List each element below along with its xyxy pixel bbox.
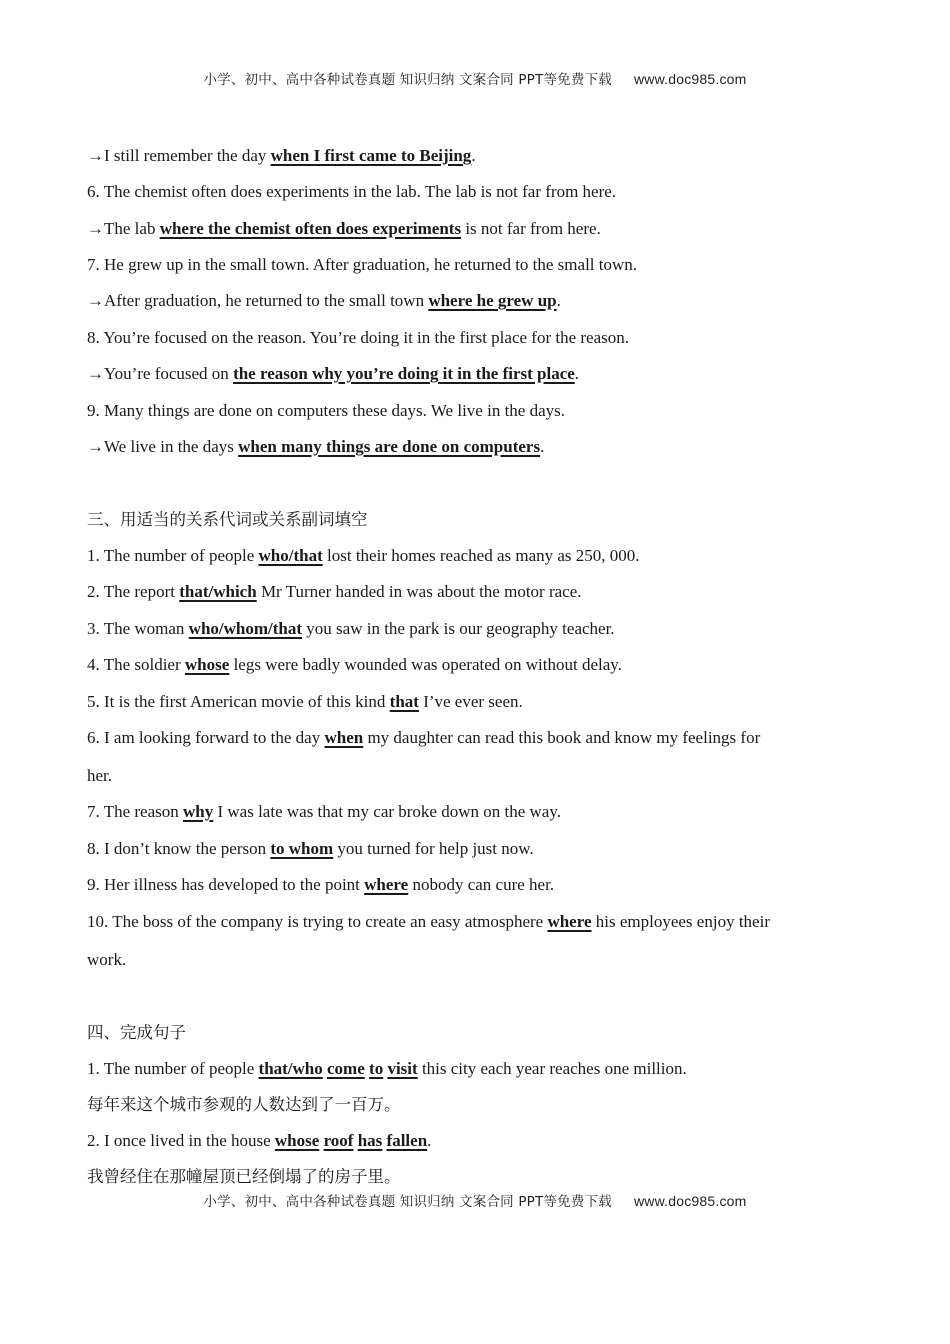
page-footer (0, 1190, 950, 1210)
exercise-item: 7. The reason why I was late was that my car broke down on the way. (87, 802, 561, 821)
answer-blank: why (183, 802, 214, 821)
answer-blank: that/which (179, 582, 257, 601)
footer-text: 小学、初中、高中各种试卷真题 知识归纳 文案合同 PPT等免费下载 (203, 1194, 612, 1210)
exercise-item: 5. It is the first American movie of this kind that I’ve ever seen. (87, 692, 523, 711)
exercise-item: 9. Her illness has developed to the point where nobody can cure her. (87, 875, 555, 894)
exercise-item: 2. I once lived in the house whose roof has fallen. (87, 1131, 432, 1150)
answer-blank: whose (274, 1131, 320, 1150)
header-site-link[interactable]: www.doc985.com (633, 71, 747, 87)
footer-site-link[interactable]: www.doc985.com (633, 1193, 747, 1209)
header-text: 小学、初中、高中各种试卷真题 知识归纳 文案合同 PPT等免费下载 (203, 72, 612, 88)
section-heading: 四、完成句子 (87, 1023, 186, 1042)
answer-line: →After graduation, he returned to the small town where he grew up. (87, 291, 561, 310)
answer-blank: come (327, 1059, 365, 1078)
answer-line: →The lab where the chemist often does experiments is not far from here. (87, 219, 601, 238)
answer-blank: when many things are done on computers (238, 437, 541, 456)
exercise-item: 4. The soldier whose legs were badly wounded was operated on without delay. (87, 655, 622, 674)
answer-blank: to (369, 1059, 384, 1078)
answer-blank: where the chemist often does experiments (159, 219, 462, 238)
answer-blank: that (389, 692, 419, 711)
answer-blank: roof (323, 1131, 354, 1150)
section-heading: 三、用适当的关系代词或关系副词填空 (87, 510, 368, 529)
answer-blank: when I first came to Beijing (270, 146, 472, 165)
exercise-item-continuation: her. (87, 766, 113, 785)
answer-blank: to whom (270, 839, 334, 858)
answer-line: →I still remember the day when I first came to Beijing. (87, 146, 476, 165)
answer-blank: who/whom/that (188, 619, 303, 638)
exercise-item: 6. I am looking forward to the day when my daughter can read this book and know my feelings for (87, 728, 761, 747)
chinese-translation: 每年来这个城市参观的人数达到了一百万。 (87, 1095, 401, 1114)
exercise-item-continuation: work. (87, 950, 127, 969)
answer-blank: whose (184, 655, 230, 674)
answer-blank: visit (387, 1059, 418, 1078)
answer-blank: the reason why you’re doing it in the first place (233, 364, 575, 383)
answer-blank: where (364, 875, 409, 894)
answer-line: →You’re focused on the reason why you’re doing it in the first place. (87, 364, 580, 383)
exercise-item: 3. The woman who/whom/that you saw in the park is our geography teacher. (87, 619, 615, 638)
answer-blank: who/that (258, 546, 323, 565)
answer-blank: that/who (258, 1059, 323, 1078)
page-header (0, 68, 950, 88)
exercise-item: 2. The report that/which Mr Turner handed in was about the motor race. (87, 582, 582, 601)
answer-blank: has (357, 1131, 383, 1150)
answer-blank: where (547, 912, 592, 931)
question-line: 8. You’re focused on the reason. You’re doing it in the first place for the reason. (87, 328, 629, 347)
question-line: 9. Many things are done on computers these days. We live in the days. (87, 401, 565, 420)
exercise-item: 1. The number of people that/who come to visit this city each year reaches one million. (87, 1059, 687, 1078)
exercise-item: 1. The number of people who/that lost their homes reached as many as 250, 000. (87, 546, 640, 565)
answer-blank: where he grew up (428, 291, 557, 310)
answer-blank: fallen (386, 1131, 428, 1150)
exercise-item: 10. The boss of the company is trying to create an easy atmosphere where his employees enjoy their (87, 912, 770, 931)
chinese-translation: 我曾经住在那幢屋顶已经倒塌了的房子里。 (87, 1167, 401, 1186)
question-line: 7. He grew up in the small town. After graduation, he returned to the small town. (87, 255, 638, 274)
answer-line: →We live in the days when many things are done on computers. (87, 437, 545, 456)
exercise-item: 8. I don’t know the person to whom you turned for help just now. (87, 839, 534, 858)
question-line: 6. The chemist often does experiments in the lab. The lab is not far from here. (87, 182, 617, 201)
answer-blank: when (324, 728, 364, 747)
